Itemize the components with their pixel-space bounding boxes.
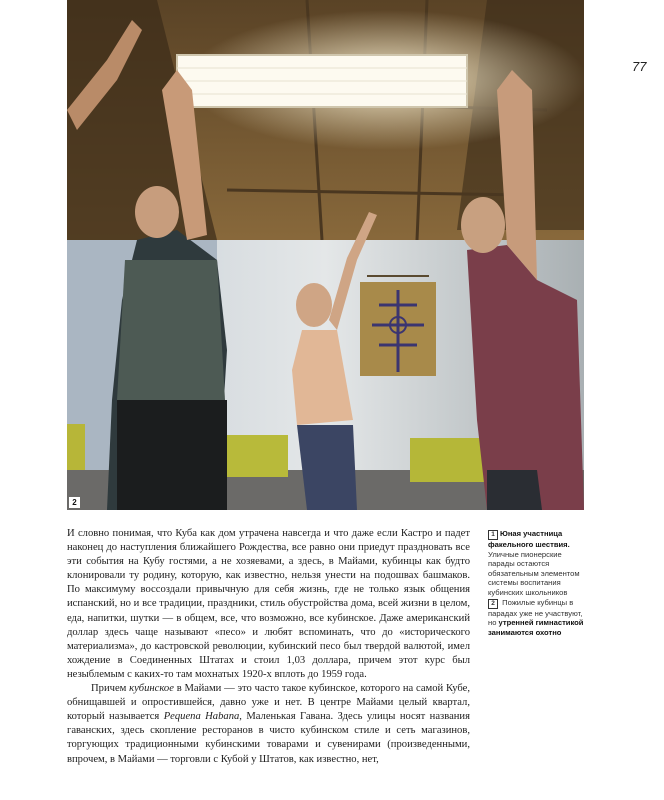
page-number: 77 — [632, 59, 647, 74]
p2-text-a: Причем — [91, 683, 130, 695]
caption-2-number: 2 — [488, 599, 498, 609]
p2-italic-place: Pequena Habana — [163, 711, 240, 723]
caption-1-text: Уличные пионерские парады остаются обязательным элементом системы воспитания кубинских школьников — [488, 549, 580, 597]
caption-2-bold: утренней гимнастикой занимаются охотно — [488, 618, 584, 637]
paragraph-1: И словно понимая, что Куба как дом утрачена навсегда и что даже если Кастро и падет наконец до наступления ближайшего Рождества, все равно они приедут праздновать все эти события на Кубу гостями, а не хозяевами, а здесь, в Майами, кубинцы как будто клонировали ту родину, которую, как известно, нельзя унести на подошвах башмаков. По максимуму воссоздали привычную для себя жизнь, где не только язык общения испанский, но и все традиции, праздники, стиль обустройства дома, всей жизни в целом, еда, напитки, шутки — в общем, все, что возможно, все кубинское. Даже американский доллар здесь чаще называют «песо» и любят вспоминать, что до «исторического материализма», до кастровской революции, кубинский песо был твердой валютой, имел хождение в Соединенных Штатах и стоил 1,03 доллара, причем этот курс был незыблемым с каких-то там мохнатых 1920-х вплоть до 1959 года. — [67, 528, 470, 680]
p2-text-c: в Майами — это часто такое кубинское, которого на самой Кубе, обнищавшей и опростившейся, давно уже и нет. В центре Майами целый квартал, который называется — [67, 683, 470, 723]
caption-1-number: 1 — [488, 530, 498, 540]
caption-1-title: Юная участница факельного шествия. — [488, 529, 570, 549]
caption-1 — [488, 529, 584, 598]
paragraph-2 — [67, 682, 470, 767]
photo-captions — [488, 529, 584, 637]
photo-illustration — [67, 0, 584, 510]
p2-text-e: , Маленькая Гавана. Здесь улицы носят названия гаванских, здесь скопление ресторанов в чисто кубинском стиле и сеть магазинов, торгующих традиционными кубинскими товарами и сувенирами (произведенными, впрочем, в Майами — торговли с Кубой у Штатов, как известно, нет, — [67, 711, 470, 765]
caption-2-text: Пожилые кубинцы в парадах уже не участвуют, но — [488, 597, 583, 628]
photo-elderly-gymnastics — [67, 0, 584, 510]
caption-2 — [488, 598, 584, 638]
photo-number-marker: 2 — [69, 497, 80, 508]
p2-italic-cuban: кубинское — [129, 683, 174, 695]
article-body — [67, 527, 470, 767]
